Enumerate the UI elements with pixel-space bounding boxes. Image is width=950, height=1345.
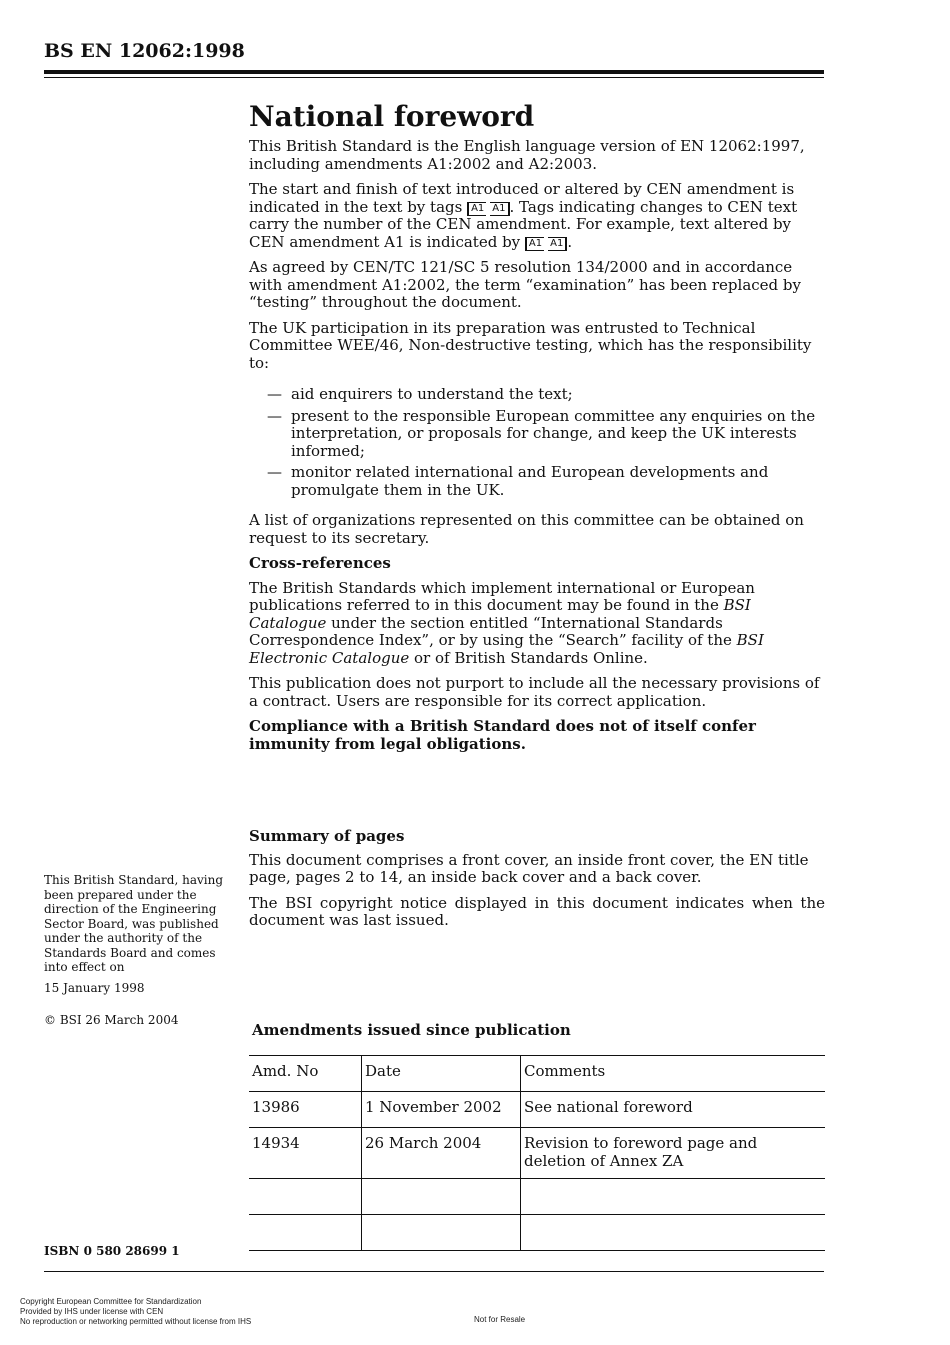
crossref-text: under the section entitled “International Standards Correspondence Index”, or by using the “Search” facility of the bbox=[249, 613, 737, 649]
amendment-open-tag: A1 bbox=[467, 202, 486, 216]
list-item bbox=[249, 386, 825, 404]
cell-date bbox=[362, 1215, 521, 1251]
list-item-text: present to the responsible European committee any enquiries on the interpretation, or proposals for change, and keep the UK interests informed; bbox=[291, 406, 816, 460]
list-item bbox=[249, 464, 825, 499]
foreword-body bbox=[249, 138, 825, 761]
license-line: No reproduction or networking permitted without license from IHS bbox=[20, 1317, 252, 1326]
cell-comments: See national foreword bbox=[521, 1092, 826, 1128]
tags-text-before: The start and finish of text introduced or altered by CEN amendment is indicated in the text by tags bbox=[249, 180, 795, 216]
amendment-close-tag: A1 bbox=[548, 237, 567, 251]
tags-paragraph bbox=[249, 181, 825, 251]
responsibility-list bbox=[249, 386, 825, 499]
amendment-open-tag: A1 bbox=[525, 237, 544, 251]
cell-comments bbox=[521, 1215, 826, 1251]
cell-date: 26 March 2004 bbox=[362, 1128, 521, 1179]
participation-paragraph: The UK participation in its preparation was entrusted to Technical Committee WEE/46, Non-destructive testing, which has the responsibility to: bbox=[249, 318, 812, 372]
effective-date: 15 January 1998 bbox=[44, 980, 145, 995]
crossref-text: The British Standards which implement international or European publications referred to in this document may be found in the bbox=[249, 578, 755, 614]
header-rule-thin bbox=[44, 77, 824, 78]
cell-comments bbox=[521, 1179, 826, 1215]
header-rule-thick bbox=[44, 70, 824, 74]
isbn: ISBN 0 580 28699 1 bbox=[44, 1244, 180, 1258]
crossref-text: or of British Standards Online. bbox=[409, 648, 648, 667]
header-amd-no: Amd. No bbox=[249, 1056, 362, 1092]
license-notice bbox=[20, 1297, 251, 1327]
agreed-paragraph: As agreed by CEN/TC 121/SC 5 resolution 134/2000 and in accordance with amendment A1:2002, the term “examination” has been replaced by “testing” throughout the document. bbox=[249, 258, 801, 311]
page-title: National foreword bbox=[249, 100, 535, 133]
amendments-title: Amendments issued since publication bbox=[252, 1021, 571, 1039]
list-item bbox=[249, 408, 825, 461]
crossref-paragraph bbox=[249, 580, 825, 668]
summary-copyright-notice: The BSI copyright notice displayed in this document indicates when the document was last issued. bbox=[249, 893, 825, 929]
cell-amd-no bbox=[249, 1215, 362, 1251]
table-row bbox=[249, 1092, 825, 1128]
prepared-note: This British Standard, having been prepared under the direction of the Engineering Sector Board, was published under the authority of the Standards Board and comes into effect on bbox=[44, 873, 224, 974]
not-for-resale: Not for Resale bbox=[474, 1315, 526, 1324]
header-date: Date bbox=[362, 1056, 521, 1092]
cell-comments: Revision to foreword page and deletion of Annex ZA bbox=[521, 1128, 826, 1179]
cell-amd-no: 14934 bbox=[249, 1128, 362, 1179]
dash-bullet: — bbox=[267, 385, 282, 403]
table-row bbox=[249, 1128, 825, 1179]
summary-section bbox=[249, 828, 825, 938]
list-item-text: monitor related international and European developments and promulgate them in the UK. bbox=[291, 463, 769, 499]
summary-comprises: This document comprises a front cover, an inside front cover, the EN title page, pages 2 to 14, an inside back cover and a back cover. bbox=[249, 850, 809, 886]
cell-date: 1 November 2002 bbox=[362, 1092, 521, 1128]
amendment-close-tag: A1 bbox=[490, 202, 509, 216]
list-item-text: aid enquirers to understand the text; bbox=[291, 385, 573, 403]
cell-amd-no: 13986 bbox=[249, 1092, 362, 1128]
standard-code: BS EN 12062:1998 bbox=[44, 40, 245, 62]
table-header-row bbox=[249, 1056, 825, 1092]
bsi-electronic-catalogue-title: BSI Electronic Catalogue bbox=[249, 631, 764, 667]
compliance-note: Compliance with a British Standard does not of itself confer immunity from legal obligations. bbox=[249, 717, 756, 753]
intro-paragraph: This British Standard is the English language version of EN 12062:1997, including amendments A1:2002 and A2:2003. bbox=[249, 137, 805, 173]
tags-text-end: . bbox=[567, 232, 573, 251]
dash-bullet: — bbox=[267, 406, 282, 425]
bsi-catalogue-title: BSI Catalogue bbox=[249, 596, 751, 632]
header-comments: Comments bbox=[521, 1056, 826, 1092]
copyright-line: © BSI 26 March 2004 bbox=[44, 1013, 179, 1027]
license-line: Copyright European Committee for Standardization bbox=[20, 1297, 202, 1306]
cell-amd-no bbox=[249, 1179, 362, 1215]
table-row bbox=[249, 1215, 825, 1251]
sidebar-publication-note bbox=[44, 873, 226, 1001]
crossref-heading: Cross-references bbox=[249, 554, 391, 572]
footer-rule bbox=[44, 1271, 824, 1272]
amendments-table bbox=[249, 1055, 825, 1251]
table-row bbox=[249, 1179, 825, 1215]
tags-text-middle: . Tags indicating changes to CEN text carry the number of the CEN amendment. For example, text altered by CEN amendment A1 is indicated by bbox=[249, 197, 798, 251]
organizations-paragraph: A list of organizations represented on this committee can be obtained on request to its secretary. bbox=[249, 511, 804, 547]
provisions-paragraph: This publication does not purport to include all the necessary provisions of a contract. Users are responsible for its correct application. bbox=[249, 674, 820, 710]
cell-date bbox=[362, 1179, 521, 1215]
license-line: Provided by IHS under license with CEN bbox=[20, 1307, 164, 1316]
dash-bullet: — bbox=[267, 463, 282, 481]
summary-heading: Summary of pages bbox=[249, 827, 405, 845]
